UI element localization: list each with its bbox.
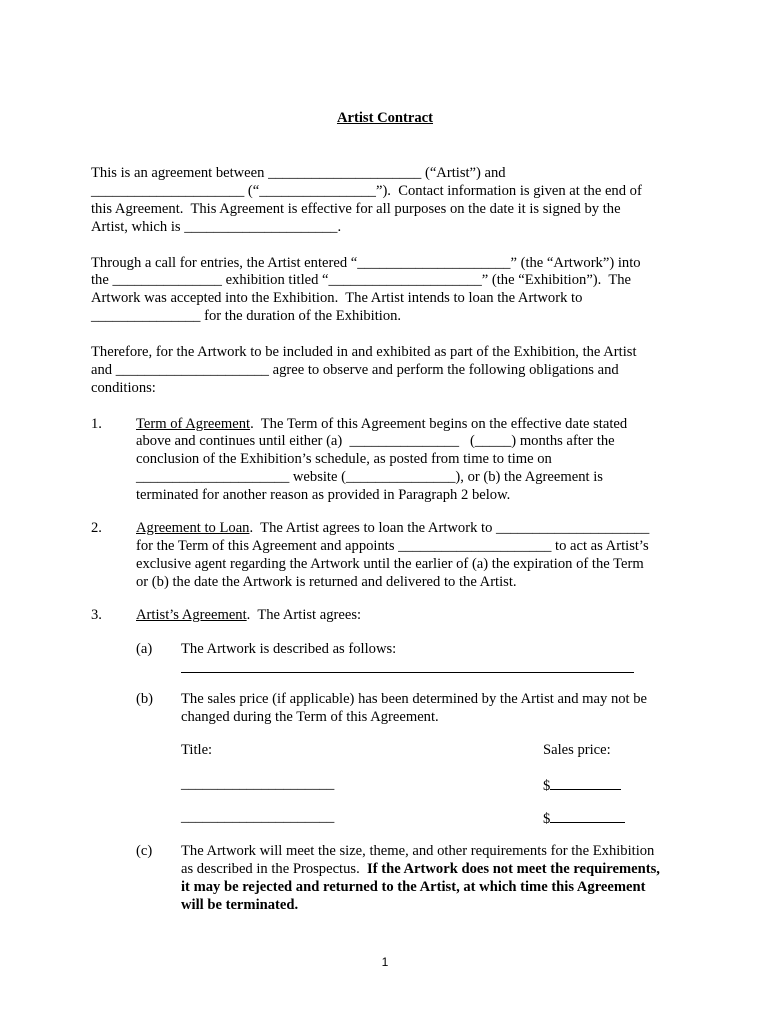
section-3-first-line — [136, 606, 361, 624]
section-2-number: 2. — [91, 520, 102, 536]
section-2-first-text: . The Artist agrees to loan the Artwork to _____________________ — [249, 520, 650, 536]
section-3-first-text: . The Artist agrees: — [246, 607, 362, 623]
item-c-line-3: it may be rejected and returned to the Artist, at which time this Agreement — [181, 879, 646, 895]
price-blank-1 — [543, 775, 621, 795]
title-blank-2: _____________________ — [181, 809, 335, 825]
section-1-line-3: conclusion of the Exhibition’s schedule, as posted from time to time on — [136, 451, 552, 467]
item-c-line-2 — [181, 860, 660, 878]
item-c-line-2-bold: If the Artwork does not meet the requirements, — [367, 861, 660, 877]
section-2-line-2: for the Term of this Agreement and appoints _____________________ to act as Artist’s — [136, 538, 649, 554]
therefore-line-1: Therefore, for the Artwork to be included in and exhibited as part of the Exhibition, the Artist — [91, 344, 637, 360]
section-2-heading: Agreement to Loan — [136, 520, 250, 536]
section-1-number: 1. — [91, 416, 102, 432]
dollar-sign: $ — [543, 778, 551, 794]
item-c-line-1: The Artwork will meet the size, theme, and other requirements for the Exhibition — [181, 843, 655, 859]
dollar-sign: $ — [543, 811, 551, 827]
item-b-line-1: The sales price (if applicable) has been determined by the Artist and may not be — [181, 691, 648, 707]
section-1-line-4: _____________________ website (_______________), or (b) the Agreement is — [136, 469, 603, 485]
section-2-line-4: or (b) the date the Artwork is returned and delivered to the Artist. — [136, 574, 517, 590]
therefore-line-3: conditions: — [91, 380, 156, 396]
document-title: Artist Contract — [336, 110, 434, 126]
price-underline-1 — [550, 775, 621, 790]
item-a-label: (a) — [136, 641, 153, 657]
item-c-label: (c) — [136, 843, 153, 859]
item-b-line-2: changed during the Term of this Agreement. — [181, 709, 439, 725]
artwork-description-line — [181, 672, 634, 673]
section-1-line-2: above and continues until either (a) _______________ (_____) months after the — [136, 433, 615, 449]
section-2-line-3: exclusive agent regarding the Artwork until the earlier of (a) the expiration of the Term — [136, 556, 644, 572]
intro-line-1: This is an agreement between _____________________ (“Artist”) and — [91, 165, 506, 181]
title-column-label: Title: — [181, 742, 213, 758]
call-line-2: the _______________ exhibition titled “_____________________” (the “Exhibition”). The — [91, 272, 632, 288]
page-number: 1 — [381, 955, 389, 969]
call-line-4: _______________ for the duration of the Exhibition. — [91, 308, 402, 324]
therefore-line-2: and _____________________ agree to observe and perform the following obligations and — [91, 362, 619, 378]
title-blank-1: _____________________ — [181, 776, 335, 792]
section-1-first-text: . The Term of this Agreement begins on the effective date stated — [250, 416, 628, 432]
call-line-3: Artwork was accepted into the Exhibition. The Artist intends to loan the Artwork to — [91, 290, 583, 306]
sales-price-column-label: Sales price: — [543, 742, 611, 758]
section-1-heading: Term of Agreement — [136, 416, 251, 432]
intro-line-4: Artist, which is _____________________. — [91, 219, 342, 235]
section-1-line-5: terminated for another reason as provided in Paragraph 2 below. — [136, 487, 511, 503]
intro-line-3: this Agreement. This Agreement is effective for all purposes on the date it is signed by the — [91, 201, 621, 217]
section-2-first-line — [136, 519, 649, 537]
call-line-1: Through a call for entries, the Artist entered “_____________________” (the “Artwork”) into — [91, 255, 641, 271]
item-a-text: The Artwork is described as follows: — [181, 641, 397, 657]
item-c-line-2-plain: as described in the Prospectus. — [181, 861, 368, 877]
intro-line-2: _____________________ (“________________”). Contact information is given at the end of — [91, 183, 642, 199]
section-1-first-line — [136, 415, 627, 433]
section-3-number: 3. — [91, 607, 102, 623]
item-b-label: (b) — [136, 691, 154, 707]
price-blank-2 — [543, 808, 625, 828]
item-c-line-4: will be terminated. — [181, 897, 299, 913]
price-underline-2 — [550, 808, 625, 823]
section-3-heading: Artist’s Agreement — [136, 607, 247, 623]
